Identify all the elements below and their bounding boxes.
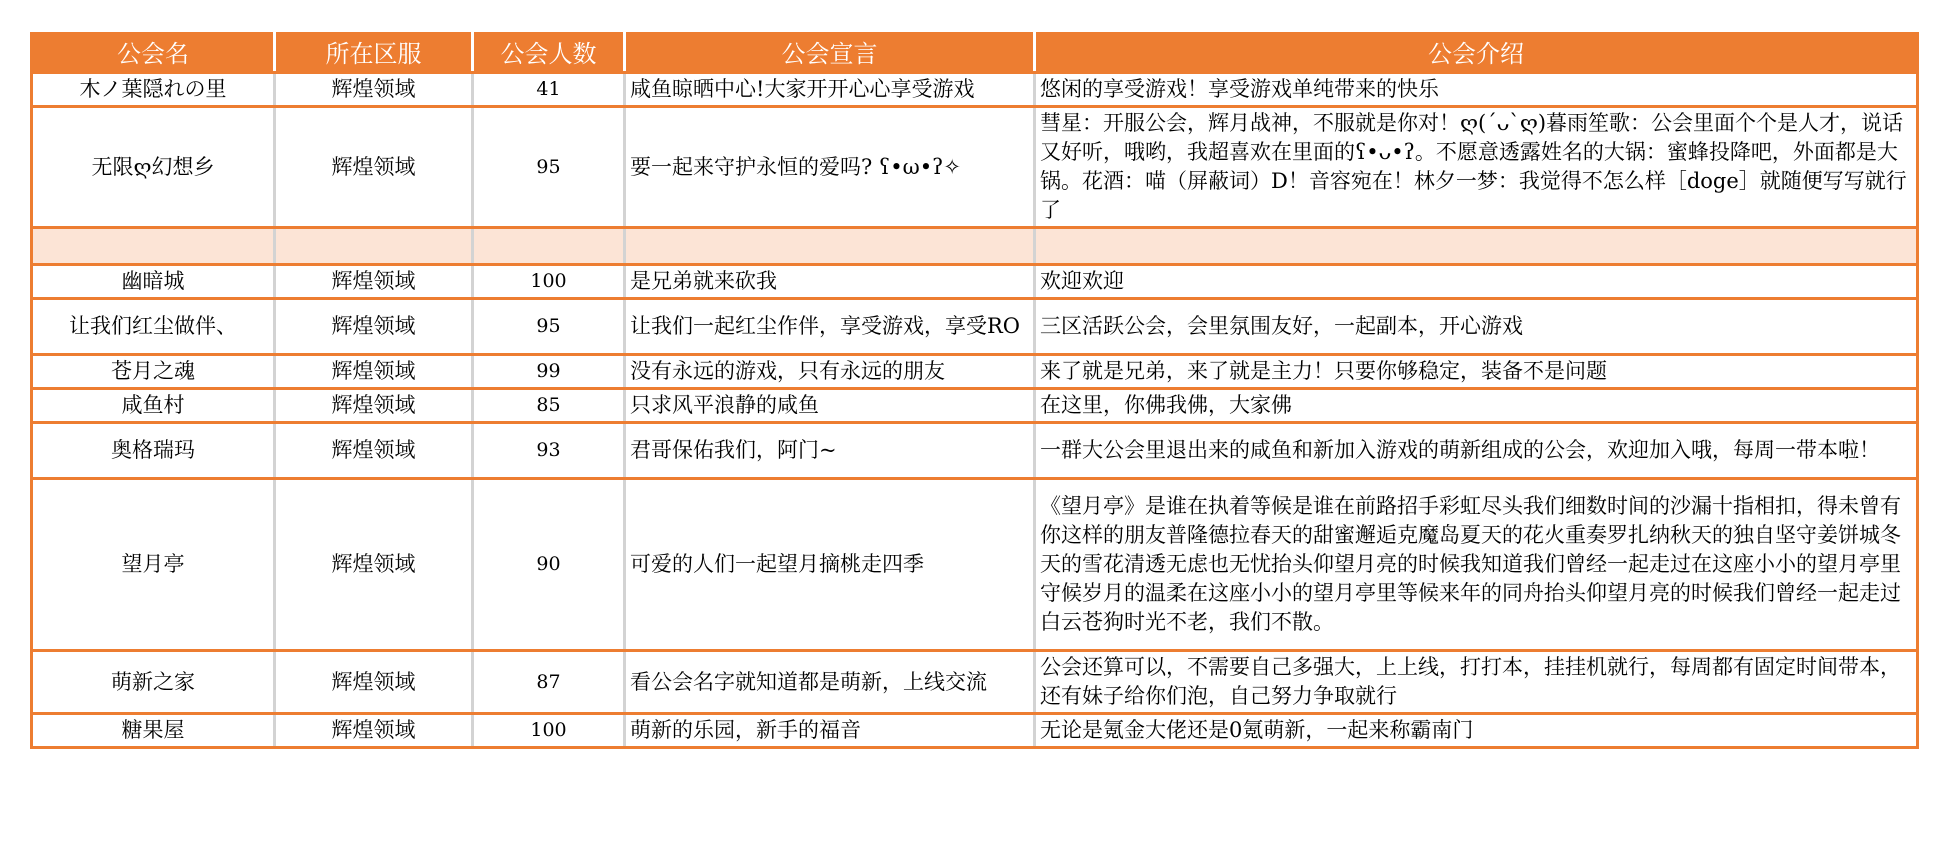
header-guild-name: 公会名 <box>32 32 275 73</box>
intro-cell: 无论是氪金大佬还是0氪萌新，一起来称霸南门 <box>1035 714 1918 748</box>
intro-cell: 《望月亭》是谁在执着等候是谁在前路招手彩虹尽头我们细数时间的沙漏十指相扣，得未曾有你这样的朋友普隆德拉春天的甜蜜邂逅克魔岛夏天的花火重奏罗扎纳秋天的独自坚守姜饼城冬天的雪花清透无虑也无忧抬头仰望月亮的时候我知道我们曾经一起走过在这座小小的望月亭里守候岁月的温柔在这座小小的望月亭里等候来年的同舟抬头仰望月亮的时候我们曾经一起走过白云苍狗时光不老，我们不散。 <box>1035 479 1918 651</box>
member-count-cell: 87 <box>473 651 625 714</box>
guild-name-cell <box>32 228 275 265</box>
server-cell <box>275 228 473 265</box>
member-count-cell: 85 <box>473 389 625 423</box>
server-cell: 辉煌领域 <box>275 651 473 714</box>
motto-cell: 要一起来守护永恒的爱吗? ʕ•ω•ʔ✧ <box>625 107 1035 228</box>
server-cell: 辉煌领域 <box>275 107 473 228</box>
member-count-cell: 100 <box>473 265 625 299</box>
table-header-row <box>32 32 1918 73</box>
guild-name-cell: 糖果屋 <box>32 714 275 748</box>
server-cell: 辉煌领域 <box>275 479 473 651</box>
guild-name-cell: 萌新之家 <box>32 651 275 714</box>
member-count-cell: 90 <box>473 479 625 651</box>
member-count-cell: 41 <box>473 73 625 107</box>
server-cell: 辉煌领域 <box>275 389 473 423</box>
intro-cell: 欢迎欢迎 <box>1035 265 1918 299</box>
guild-table-wrapper <box>30 32 1916 749</box>
table-row <box>32 355 1918 389</box>
table-row <box>32 423 1918 479</box>
header-server: 所在区服 <box>275 32 473 73</box>
motto-cell: 只求风平浪静的咸鱼 <box>625 389 1035 423</box>
server-cell: 辉煌领域 <box>275 299 473 355</box>
member-count-cell: 93 <box>473 423 625 479</box>
motto-cell: 看公会名字就知道都是萌新，上线交流 <box>625 651 1035 714</box>
motto-cell: 萌新的乐园，新手的福音 <box>625 714 1035 748</box>
intro-cell: 公会还算可以，不需要自己多强大，上上线，打打本，挂挂机就行，每周都有固定时间带本，还有妹子给你们泡，自己努力争取就行 <box>1035 651 1918 714</box>
member-count-cell: 99 <box>473 355 625 389</box>
header-member-count: 公会人数 <box>473 32 625 73</box>
table-row <box>32 107 1918 228</box>
guild-table <box>30 32 1919 749</box>
table-row <box>32 714 1918 748</box>
table-row <box>32 389 1918 423</box>
table-row <box>32 73 1918 107</box>
guild-name-cell: 奥格瑞玛 <box>32 423 275 479</box>
server-cell: 辉煌领域 <box>275 355 473 389</box>
member-count-cell: 100 <box>473 714 625 748</box>
guild-name-cell: 咸鱼村 <box>32 389 275 423</box>
motto-cell: 可爱的人们一起望月摘桃走四季 <box>625 479 1035 651</box>
member-count-cell: 95 <box>473 107 625 228</box>
intro-cell <box>1035 228 1918 265</box>
guild-name-cell: 幽暗城 <box>32 265 275 299</box>
motto-cell: 没有永远的游戏，只有永远的朋友 <box>625 355 1035 389</box>
guild-name-cell: 让我们红尘做伴、 <box>32 299 275 355</box>
server-cell: 辉煌领域 <box>275 265 473 299</box>
guild-name-cell: 望月亭 <box>32 479 275 651</box>
header-motto: 公会宣言 <box>625 32 1035 73</box>
server-cell: 辉煌领域 <box>275 423 473 479</box>
intro-cell: 彗星：开服公会，辉月战神，不服就是你对！ღ(´ᴗ`ღ)暮雨笙歌：公会里面个个是人才，说话又好听，哦哟，我超喜欢在里面的ʕ•ᴗ•ʔ。不愿意透露姓名的大锅：蜜蜂投降吧，外面都是大锅。花酒：喵（屏蔽词）D！音容宛在！林夕一梦：我觉得不怎么样［doge］就随便写写就行了 <box>1035 107 1918 228</box>
intro-cell: 三区活跃公会，会里氛围友好，一起副本，开心游戏 <box>1035 299 1918 355</box>
intro-cell: 来了就是兄弟，来了就是主力！只要你够稳定，装备不是问题 <box>1035 355 1918 389</box>
intro-cell: 悠闲的享受游戏！享受游戏单纯带来的快乐 <box>1035 73 1918 107</box>
guild-name-cell: 无限ღ幻想乡 <box>32 107 275 228</box>
table-row-empty <box>32 228 1918 265</box>
motto-cell <box>625 228 1035 265</box>
header-intro: 公会介绍 <box>1035 32 1918 73</box>
table-row <box>32 651 1918 714</box>
server-cell: 辉煌领域 <box>275 714 473 748</box>
server-cell: 辉煌领域 <box>275 73 473 107</box>
intro-cell: 一群大公会里退出来的咸鱼和新加入游戏的萌新组成的公会，欢迎加入哦，每周一带本啦！ <box>1035 423 1918 479</box>
member-count-cell: 95 <box>473 299 625 355</box>
guild-name-cell: 木ノ葉隠れの里 <box>32 73 275 107</box>
motto-cell: 让我们一起红尘作伴，享受游戏，享受RO <box>625 299 1035 355</box>
table-row <box>32 299 1918 355</box>
table-row <box>32 479 1918 651</box>
motto-cell: 咸鱼晾晒中心!大家开开心心享受游戏 <box>625 73 1035 107</box>
member-count-cell <box>473 228 625 265</box>
table-row <box>32 265 1918 299</box>
guild-name-cell: 苍月之魂 <box>32 355 275 389</box>
motto-cell: 君哥保佑我们，阿门~ <box>625 423 1035 479</box>
motto-cell: 是兄弟就来砍我 <box>625 265 1035 299</box>
intro-cell: 在这里，你佛我佛，大家佛 <box>1035 389 1918 423</box>
